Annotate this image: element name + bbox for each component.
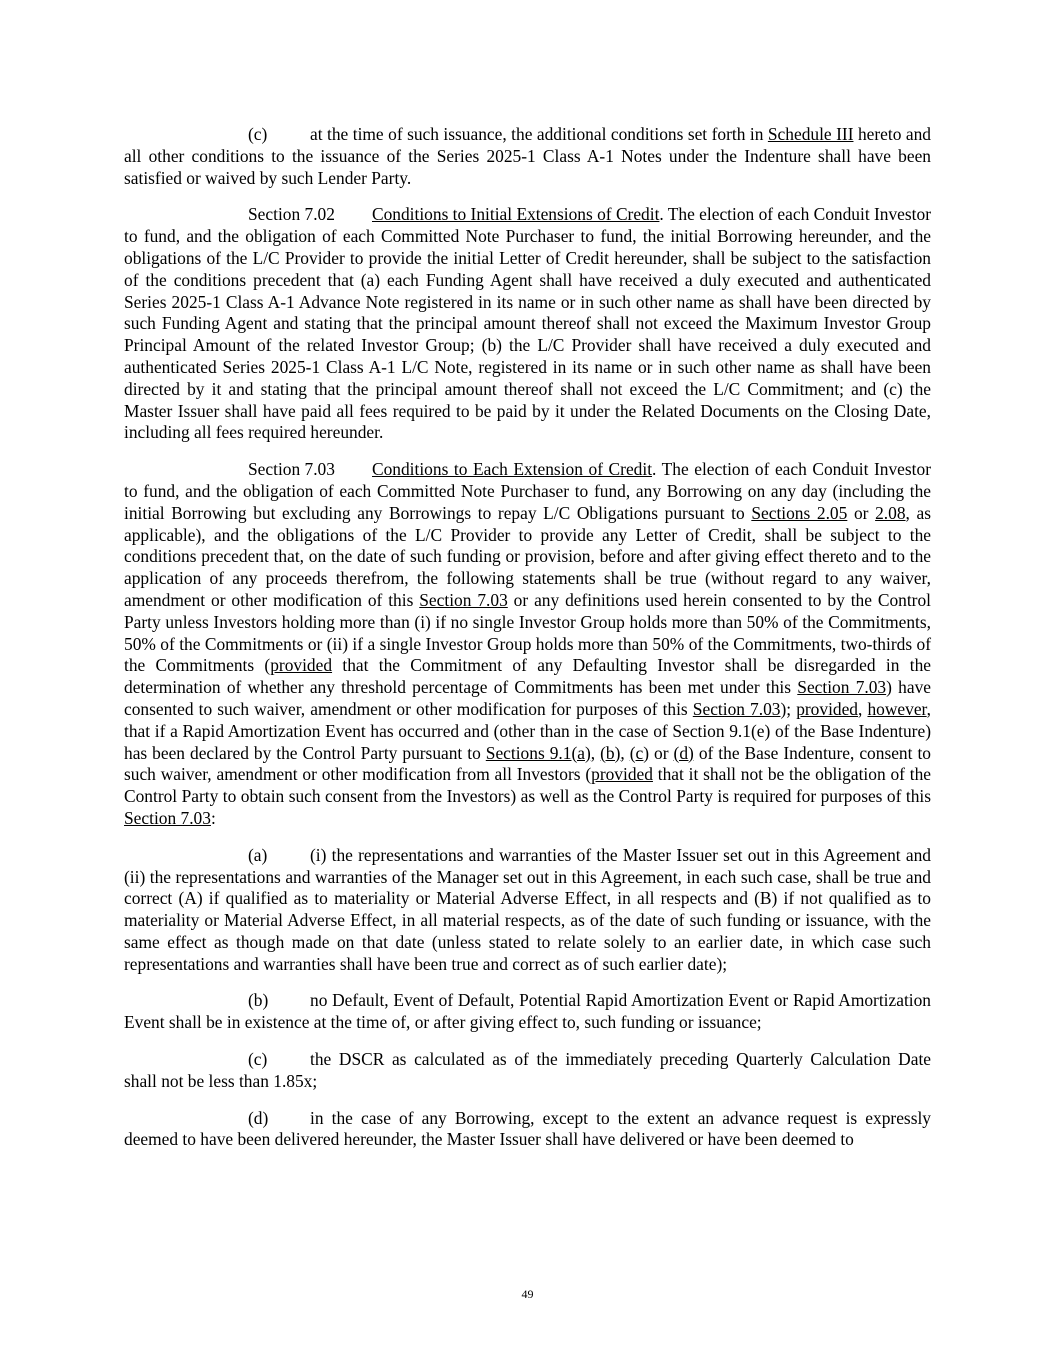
proviso-term: however (867, 698, 927, 719)
paragraph-7-01-c: (c) at the time of such issuance, the additional conditions set forth in Schedule III hereto and all other conditions to the issuance of the Series 2025-1 Class A-1 Notes under the Indenture shall have been satisfied or waived by such Lender Party. (124, 124, 931, 188)
cross-reference: Section 7.03 (692, 698, 781, 719)
schedule-reference: Schedule III (767, 124, 854, 144)
cross-reference: (b) (600, 742, 621, 763)
cross-reference: 2.08 (875, 502, 906, 523)
cross-reference: Sections 2.05 (751, 502, 848, 523)
section-number: Section 7.02 (248, 204, 335, 225)
proviso-term: provided (591, 764, 653, 785)
proviso-term: provided (796, 698, 859, 719)
section-heading: Conditions to Initial Extensions of Credit (372, 204, 660, 225)
clause-number: (d) (248, 1107, 269, 1128)
cross-reference: Section 7.03 (797, 677, 887, 698)
clause-number: (b) (248, 990, 269, 1011)
paragraph-7-03-d: (d) in the case of any Borrowing, except to the extent an advance request is expressly deemed to have been delivered hereunder, the Master Issuer shall have delivered or have been deemed to (124, 1107, 931, 1150)
cross-reference: Section 7.03 (124, 807, 211, 828)
clause-number: (c) (248, 124, 268, 144)
clause-number: (c) (248, 1049, 268, 1070)
paragraph-7-03-a: (a) (i) the representations and warranties of the Master Issuer set out in this Agreement and (ii) the representations and warranties of the Manager set out in this Agreement, in each such case, shall be true and correct (A) if qualified as to materiality or Material Adverse Effect, in all respects and (B) if not qualified as to materiality or Material Adverse Effect, in all material respects, as of the date of such funding or issuance, with the same effect as though made on that date (unless stated to relate solely to an earlier date, in which case such representations and warranties shall have been true and correct as of such earlier date); (124, 844, 931, 974)
cross-reference: Section 7.03 (419, 589, 508, 610)
paragraph-7-03-c: (c) the DSCR as calculated as of the immediately preceding Quarterly Calculation Date shall not be less than 1.85x; (124, 1049, 931, 1091)
cross-reference: Sections 9.1(a) (485, 742, 591, 763)
proviso-term: provided (270, 655, 333, 676)
clause-number: (a) (248, 844, 268, 865)
page-number: 49 (521, 1287, 534, 1301)
document-body (124, 124, 931, 1151)
cross-reference: (d) (673, 742, 694, 763)
section-heading: Conditions to Each Extension of Credit (372, 459, 653, 480)
cross-reference: (c) (629, 742, 650, 763)
paragraph-7-03-b: (b) no Default, Event of Default, Potential Rapid Amortization Event or Rapid Amortization Event shall be in existence at the time of, or after giving effect to, such funding or issuance; (124, 990, 931, 1033)
section-7-03: Section 7.03 Conditions to Each Extension of Credit. The election of each Conduit Investor to fund, and the obligation of each Committed Note Purchaser to fund, any Borrowing on any day (including the initial Borrowing but excluding any Borrowings to repay L/C Obligations pursuant to Sections 2.05 or 2.08, as applicable), and the obligations of the L/C Provider to provide any Letter of Credit, shall be subject to the conditions precedent that, on the date of such funding or provision, before and after giving effect thereto and to the application of any proceeds therefrom, the following statements shall be true (without regard to any waiver, amendment or other modification of this Section 7.03 or any definitions used herein consented to by the Control Party unless Investors holding more than (i) if no single Investor Group holds more than 50% of the Commitments, 50% of the Commitments or (ii) if a single Investor Group holds more than 50% of the Commitments, two-thirds of the Commitments (provided that the Commitment of any Defaulting Investor shall be disregarded in the determination of whether any threshold percentage of Commitments has been met under this Section 7.03) have consented to such waiver, amendment or other modification for purposes of this Section 7.03); provided, however, that if a Rapid Amortization Event has occurred and (other than in the case of Section 9.1(e) of the Base Indenture) has been declared by the Control Party pursuant to Sections 9.1(a), (b), (c) or (d) of the Base Indenture, consent to such waiver, amendment or other modification from all Investors (provided that it shall not be the obligation of the Control Party to obtain such consent from the Investors) as well as the Control Party is required for purposes of this Section 7.03: (124, 459, 932, 828)
section-7-02: Section 7.02 Conditions to Initial Extensions of Credit. The election of each Conduit Investor to fund, and the obligation of each Committed Note Purchaser to fund, the initial Borrowing hereunder, and the obligations of the L/C Provider to provide the initial Letter of Credit hereunder, shall be subject to the satisfaction of the conditions precedent that (a) each Funding Agent shall have received a duly executed and authenticated Series 2025-1 Class A-1 Advance Note registered in its name or in such other name as shall have been directed by such Funding Agent and stating that the principal amount thereof shall not exceed the Maximum Investor Group Principal Amount of the related Investor Group; (b) the L/C Provider shall have received a duly executed and authenticated Series 2025-1 Class A-1 L/C Note, registered in its name or in such other name as shall have been directed by it and stating that the principal amount thereof shall not exceed the L/C Commitment; and (c) the Master Issuer shall have paid all fees required to be paid by it under the Related Documents on the Closing Date, including all fees required hereunder. (124, 204, 931, 443)
section-number: Section 7.03 (248, 459, 335, 480)
